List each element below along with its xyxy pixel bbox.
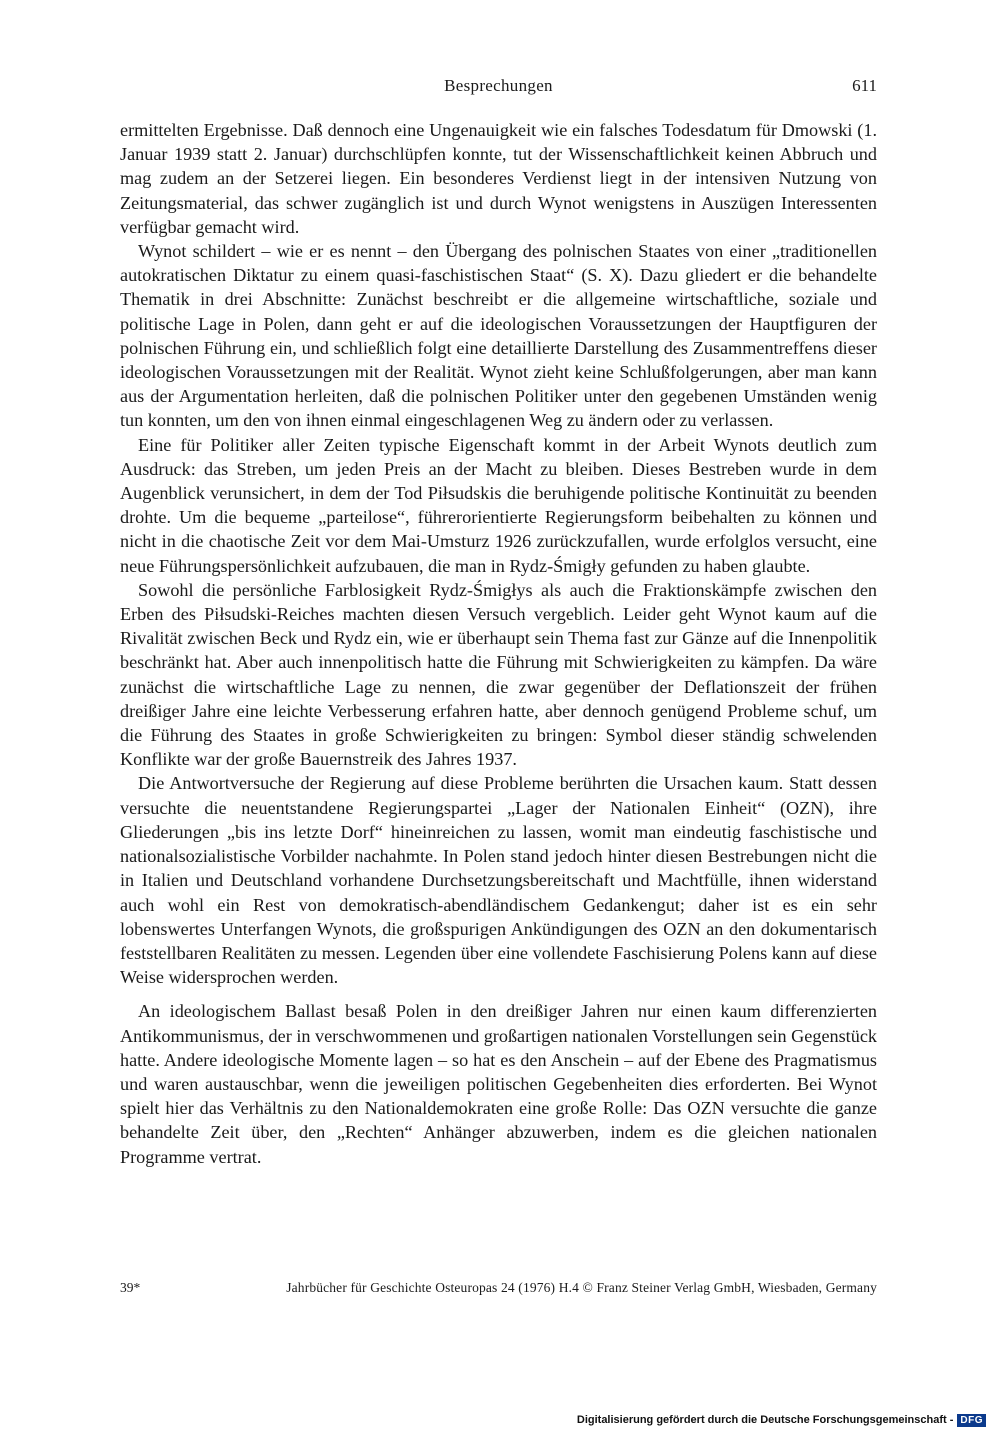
paragraph-5: Die Antwortversuche der Regierung auf diese Probleme berührten die Ursachen kaum. Statt dessen versuchte die neuentstandene Regierungspartei „Lager der Nationalen Einheit“ (OZN), ihre Gliederungen „bis ins letzte Dorf“ hineinreichen zu lassen, womit man eindeutig faschistische und nationalsozialistische Vorbilder nachahmte. In Polen stand jedoch hinter diesen Bestrebungen nicht die in Italien und Deutschland vorhandene Durchsetzungsbereitschaft und Machtfülle, ihnen widerstand auch wohl ein Rest von demokratisch-abendländischem Gedankengut; daher ist es ein sehr lobenswertes Unterfangen Wynots, die großspurigen Ankündigungen des OZN an den dokumentarisch feststellbaren Realitäten zu messen. Legenden über eine vollendete Faschisierung Polens kann auf diese Weise widersprochen werden. (120, 773, 877, 988)
paragraph-1: ermittelten Ergebnisse. Daß dennoch eine Ungenauigkeit wie ein falsches Todesdatum für Dmowski (1. Januar 1939 statt 2. Januar) durchschlüpfen konnte, tut der Wissenschaftlichkeit keinen Abbruch und mag zudem an der Setzerei liegen. Ein besonderes Verdienst liegt in der intensiven Nutzung von Zeitungsmaterial, das schwer zugänglich ist und durch Wynot wenigstens in Auszügen Interessenten verfügbar gemacht wird. (120, 120, 877, 237)
page-number: 611 (852, 76, 877, 95)
paragraph-2: Wynot schildert – wie er es nennt – den Übergang des polnischen Staates von einer „traditionellen autokratischen Diktatur zu einem quasi-faschistischen Staat“ (S. X). Dazu gliedert er die behandelte Thematik in drei Abschnitte: Zunächst beschreibt er die allgemeine wirtschaftliche, soziale und politische Lage in Polen, dann geht er auf die ideologischen Voraussetzungen der Hauptfiguren der polnischen Führung ein, und schließlich folgt eine detaillierte Darstellung des Zusammentreffens dieser ideologischen Voraussetzungen mit der Realität. Wynot zieht keine Schlußfolgerungen, aber man kann aus der Argumentation herleiten, daß die polnischen Politiker unter den gegebenen Umständen wenig tun konnten, um den von ihnen einmal eingeschlagenen Weg zu ändern oder zu verlassen. (120, 241, 877, 431)
digitization-text: Digitalisierung gefördert durch die Deutsche Forschungsgemeinschaft - (576, 1414, 954, 1426)
running-head (120, 76, 877, 100)
body-text (120, 118, 877, 1169)
paragraph-6: An ideologischem Ballast besaß Polen in den dreißiger Jahren nur einen kaum differenzierten Antikommunismus, der in verschwommenen und großartigen nationalen Vorstellungen sein Gegenstück hatte. Andere ideologische Momente lagen – so hat es den Anschein – auf der Ebene des Pragmatismus und waren austauschbar, wenn die jeweiligen politischen Gegebenheiten dies erforderten. Bei Wynot spielt hier das Verhältnis zu den Nationaldemokraten eine große Rolle: Das OZN versuchte die ganze behandelte Zeit über, den „Rechten“ Anhänger abzuwerben, indem es die gleichen nationalen Programme vertrat. (120, 1001, 877, 1167)
paragraph-3: Eine für Politiker aller Zeiten typische Eigenschaft kommt in der Arbeit Wynots deutlich zum Ausdruck: das Streben, um jeden Preis an der Macht zu bleiben. Dieses Bestreben wurde in dem Augenblick verunsichert, in dem der Tod Piłsudskis die beruhigende politische Kontinuität zu beenden drohte. Um die bequeme „parteilose“, führerorientierte Regierungsform beibehalten zu können und nicht in die chaotische Zeit vor dem Mai-Umsturz 1926 zurückzufallen, wurde erfolglos versucht, eine neue Führungspersönlichkeit aufzubauen, die man in Rydz-Śmigły gefunden zu haben glaubte. (120, 434, 877, 576)
copyright-note: Jahrbücher für Geschichte Osteuropas 24 (1976) H.4 © Franz Steiner Verlag GmbH, Wiesbaden, Germany (286, 1280, 877, 1295)
dfg-logo-icon: DFG (957, 1414, 986, 1427)
sheet-signature: 39* (120, 1280, 141, 1295)
paragraph-4: Sowohl die persönliche Farblosigkeit Rydz-Śmigłys als auch die Fraktionskämpfe zwischen den Erben des Piłsudski-Reiches machten diesen Versuch vergeblich. Leider geht Wynot kaum auf die Rivalität zwischen Beck und Rydz ein, wie er überhaupt sein Thema fast zur Gänze auf die Innenpolitik beschränkt hat. Aber auch innenpolitisch hatte die Führung mit Schwierigkeiten zu kämpfen. Da wäre zunächst die wirtschaftliche Lage zu nennen, die zwar gegenüber der Deflationszeit der frühen dreißiger Jahre eine leichte Verbesserung erfahren hatte, aber dennoch genügend Probleme schuf, um die Führung des Staates in große Schwierigkeiten zu bringen: Symbol dieser ständig schwelenden Konflikte war der große Bauernstreik des Jahres 1937. (120, 579, 877, 770)
page-footer (120, 1280, 877, 1296)
running-title: Besprechungen (444, 76, 553, 95)
digitization-credit (577, 1412, 986, 1428)
